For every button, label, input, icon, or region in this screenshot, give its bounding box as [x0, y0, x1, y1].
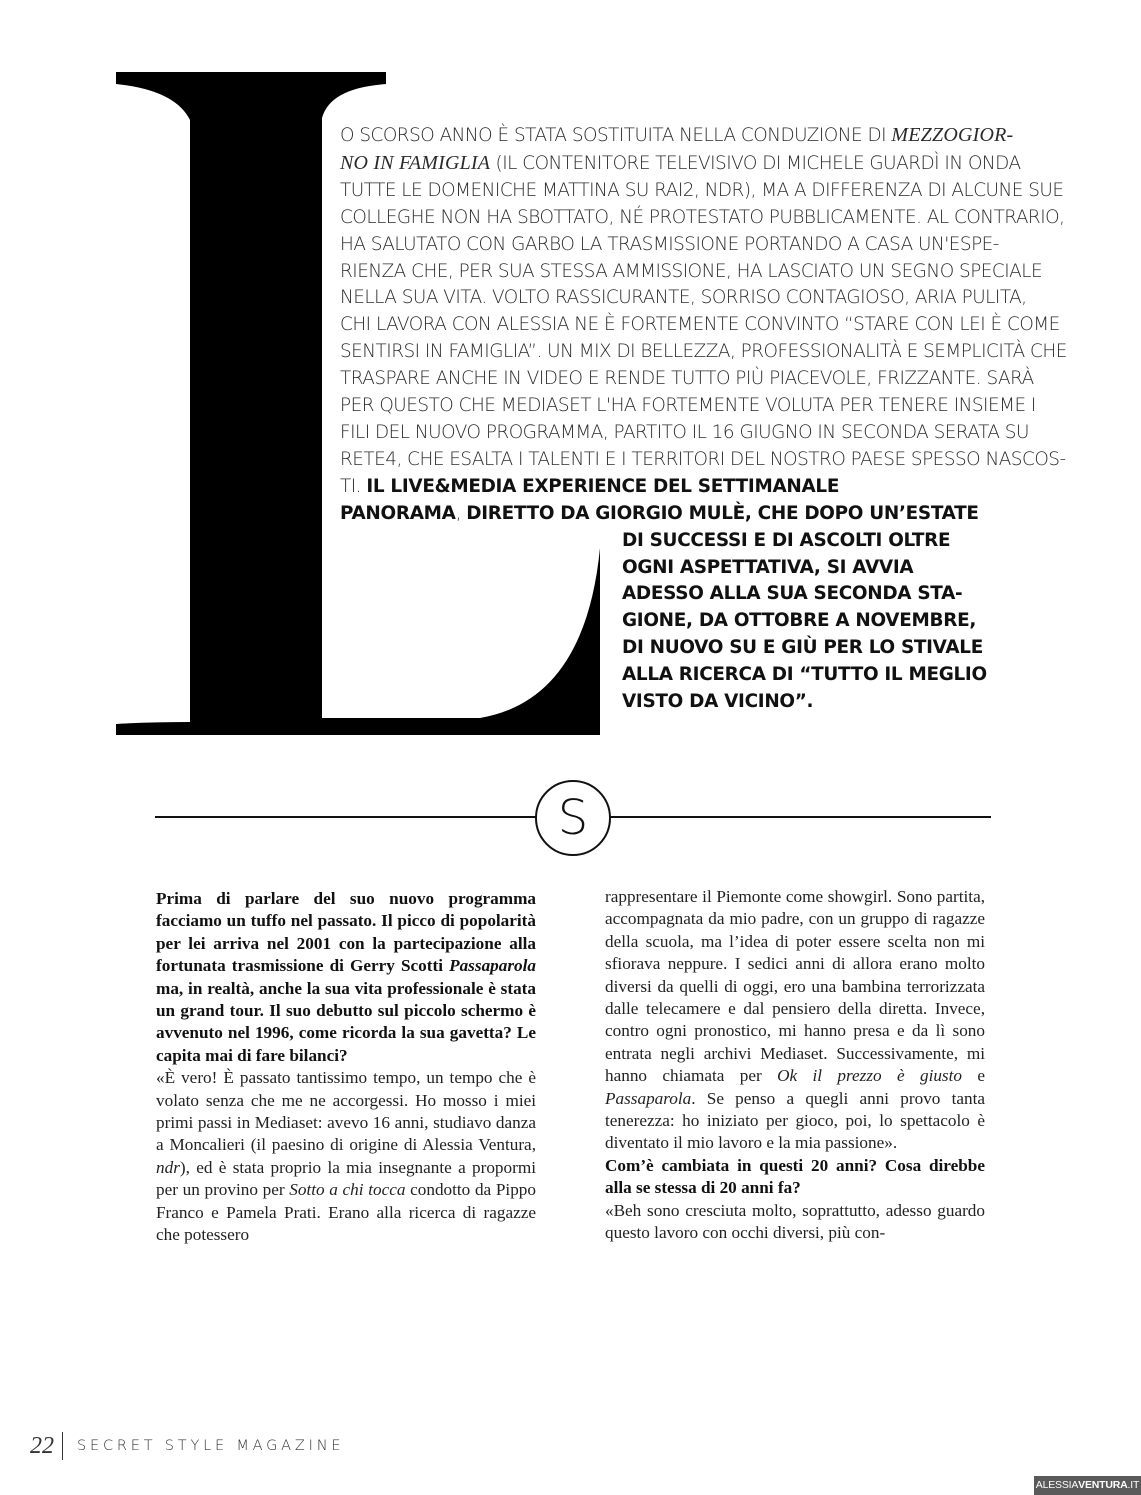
lead-line: TRASPARE ANCHE IN VIDEO E RENDE TUTTO PIÙ PIACEVOLE, FRIZZANTE. SARÀ [340, 368, 1034, 390]
lead-bold-line: DI SUCCESSI E DI ASCOLTI OLTRE [622, 529, 951, 551]
lead-line: COLLEGHE NON HA SBOTTATO, NÉ PROTESTATO PUBBLICAMENTE. AL CONTRARIO, [340, 206, 1065, 228]
interview-answer: «È vero! È passato tantissimo tempo, un tempo che è volato senza che me ne accorgessi. Ho mosso i miei primi passi in Mediaset: avevo 16 anni, studiavo danza a Moncalieri (il paesino di origine di Alessia Ventura, ndr), ed è stata proprio la mia insegnante a propormi per un provino per Sotto a chi tocca condotto da Pippo Franco e Pamela Prati. Erano alla ricerca di ragazze che potessero [156, 1068, 536, 1245]
lead-bold-line: ADESSO ALLA SUA SECONDA STA- [622, 583, 963, 605]
interview-question: Prima di parlare del suo nuovo programma facciamo un tuffo nel passato. Il picco di popolarità per lei arriva nel 2001 con la partecipazione alla fortunata trasmissione di Gerry Scotti Passaparola ma, in realtà, anche la sua vita professionale è stata un grand tour. Il suo debutto sul piccolo schermo è avvenuto nel 1996, come ricorda la sua gavetta? Le capita mai di fare bilanci? [156, 889, 536, 1065]
page-number: 22 [30, 1432, 54, 1459]
lead-line: TUTTE LE DOMENICHE MATTINA SU RAI2, NDR), MA A DIFFERENZA DI ALCUNE SUE [340, 179, 1064, 201]
lead-line: O SCORSO ANNO È STATA SOSTITUITA NELLA CONDUZIONE DI MEZZOGIOR- [340, 124, 1014, 146]
lead-line: NO IN FAMIGLIA (IL CONTENITORE TELEVISIVO DI MICHELE GUARDÌ IN ONDA [340, 151, 1021, 174]
lead-bold-line: ALLA RICERCA DI “TUTTO IL MEGLIO [622, 664, 987, 686]
footer-separator [62, 1432, 63, 1460]
lead-line: CHI LAVORA CON ALESSIA NE È FORTEMENTE CONVINTO “STARE CON LEI È COME [340, 314, 1060, 336]
lead-line: RIENZA CHE, PER SUA STESSA AMMISSIONE, HA LASCIATO UN SEGNO SPECIALE [340, 260, 1043, 282]
lead-line: RETE4, CHE ESALTA I TALENTI E I TERRITORI DEL NOSTRO PAESE SPESSO NASCOS- [340, 448, 1066, 470]
lead-bold-line: OGNI ASPETTATIVA, SI AVVIA [622, 556, 914, 578]
page-footer [30, 1430, 344, 1462]
lead-bold-line: TI. IL LIVE&MEDIA EXPERIENCE DEL SETTIMANALE [340, 475, 840, 497]
section-initial-badge: S [535, 780, 611, 856]
magazine-name: SECRET STYLE MAGAZINE [77, 1438, 345, 1454]
lead-line: SENTIRSI IN FAMIGLIA”. UN MIX DI BELLEZZA, PROFESSIONALITÀ E SEMPLICITÀ CHE [340, 341, 1067, 363]
article-column-right [605, 886, 985, 1245]
article-column-left [156, 888, 536, 1247]
interview-question: Com’è cambiata in questi 20 anni? Cosa direbbe alla se stessa di 20 anni fa? [605, 1155, 985, 1198]
lead-paragraph [340, 122, 1067, 716]
interview-answer: rappresentare il Piemonte come showgirl. Sono partita, accompagnata da mio padre, con un gruppo di ragazze della scuola, ma l’idea di poter essere scelta non mi sfiorava neppure. I sedici anni di allora erano molto diversi da quelli di oggi, ero una bambina terrorizzata dalle telecamere e dal pensiero della diretta. Invece, contro ogni pronostico, mi hanno presa e da lì sono entrata negli archivi Mediaset. Successivamente, mi hanno chiamata per Ok il prezzo è giusto e Passaparola. Se penso a quegli anni provo tanta tenerezza: ho iniziato per gioco, poi, lo spettacolo è diventato il mio lavoro e la mia passione». [605, 887, 985, 1153]
lead-line: FILI DEL NUOVO PROGRAMMA, PARTITO IL 16 GIUGNO IN SECONDA SERATA SU [340, 421, 1029, 443]
lead-bold-line: DI NUOVO SU E GIÙ PER LO STIVALE [622, 637, 983, 659]
site-badge: ALESSIAVENTURA.IT [1034, 1476, 1141, 1495]
lead-line: PER QUESTO CHE MEDIASET L'HA FORTEMENTE VOLUTA PER TENERE INSIEME I [340, 395, 1036, 417]
interview-answer: «Beh sono cresciuta molto, soprattutto, adesso guardo questo lavoro con occhi diversi, più con- [605, 1200, 985, 1243]
lead-bold-line: VISTO DA VICINO”. [622, 691, 814, 713]
lead-line: NELLA SUA VITA. VOLTO RASSICURANTE, SORRISO CONTAGIOSO, ARIA PULITA, [340, 287, 1027, 309]
lead-line: HA SALUTATO CON GARBO LA TRASMISSIONE PORTANDO A CASA UN'ESPE- [340, 233, 999, 255]
lead-bold-line: PANORAMA, DIRETTO DA GIORGIO MULÈ, CHE DOPO UN’ESTATE [340, 502, 979, 524]
lead-bold-line: GIONE, DA OTTOBRE A NOVEMBRE, [622, 610, 977, 632]
